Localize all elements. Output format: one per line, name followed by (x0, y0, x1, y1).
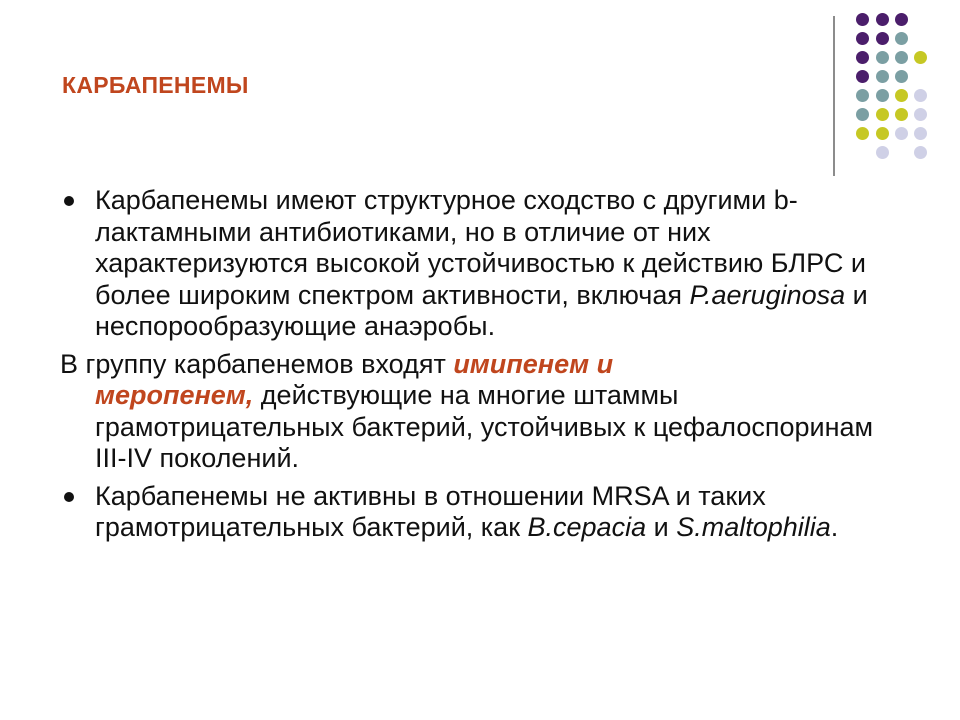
drug-name-highlight: имипенем и (453, 348, 614, 379)
dot (856, 13, 869, 26)
slide-body (60, 185, 875, 550)
dot (895, 32, 908, 45)
dot (895, 70, 908, 83)
dot (895, 108, 908, 121)
paragraph-text: Карбапенемы имеют структурное сходство с другими b-лактамными антибиотиками, но в отличие от них характеризуются высокой устойчивостью к действию БЛРС и более широким спектром активности, включая (95, 185, 866, 310)
bullet-paragraph-1 (95, 185, 875, 343)
dot (895, 51, 908, 64)
paragraph-text: В группу карбапенемов входят (60, 348, 454, 379)
paragraph-text: . (830, 512, 839, 542)
dot (895, 89, 908, 102)
dot (895, 127, 908, 140)
dot (856, 70, 869, 83)
bullet-paragraph-3 (95, 481, 875, 544)
organism-name: B.cepacia (527, 512, 647, 542)
dot (914, 89, 927, 102)
dot (876, 70, 889, 83)
dot (876, 13, 889, 26)
paragraph-text: действующие на многие штаммы грамотрицательных бактерий, устойчивых к цефалоспоринам III-IV поколений. (95, 380, 874, 473)
dot (914, 51, 927, 64)
bullet-icon (64, 492, 74, 502)
decorative-divider (833, 16, 835, 176)
dot (914, 127, 927, 140)
paragraph-continuation (60, 380, 875, 475)
paragraph-text: и (646, 512, 677, 542)
dot (876, 32, 889, 45)
bullet-icon (64, 196, 74, 206)
organism-name: P.aeruginosa (689, 279, 846, 310)
dot (914, 146, 927, 159)
dot (876, 127, 889, 140)
dot (856, 108, 869, 121)
dot (895, 13, 908, 26)
dot (856, 51, 869, 64)
dot (856, 32, 869, 45)
organism-name: S.maltophilia (676, 512, 831, 542)
paragraph-text: Карбапенемы не активны в отношении MRSA и таких грамотрицательных бактерий, как (95, 480, 766, 542)
dot (876, 146, 889, 159)
dot (876, 89, 889, 102)
slide-title: КАРБАПЕНЕМЫ (62, 72, 249, 98)
dot (856, 89, 869, 102)
dot (876, 108, 889, 121)
dot (876, 51, 889, 64)
drug-name-highlight: меропенем, (95, 380, 254, 410)
dot (856, 127, 869, 140)
paragraph-2 (60, 349, 875, 475)
paragraph-text: и неспорообразующие анаэробы. (95, 279, 868, 341)
dot (914, 108, 927, 121)
